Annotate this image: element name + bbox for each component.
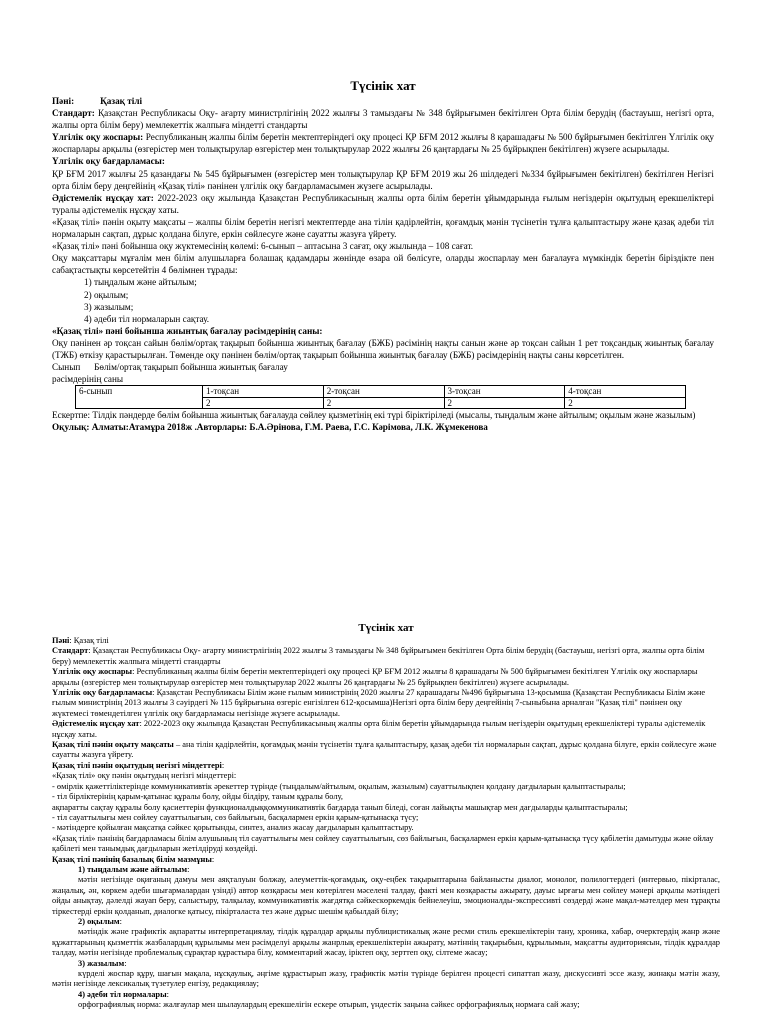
tasks-heading-text: Қазақ тілі пәнін оқытудың негізгі міндеттері (52, 760, 222, 770)
standard-text-2: : Қазақстан Республикасы Оқу- ағарту министрлігінің 2022 жылғы 3 тамыздағы № 348 бұйрығымен бекітілген Орта білім берудің (бастауыш, негізгі орта, жалпы орта білім беру) мемлекеттік жалпыға міндетті стандарты (52, 646, 705, 666)
program-heading-text: Үлгілік оқу бағдарламасы: (52, 156, 165, 167)
task-line: - тіл бірліктерінің қарым-қатынас құралы болу, ойды білдіру, таным құралы болу, (52, 792, 343, 802)
subject-label: Пәні: (52, 96, 75, 106)
quarter-header-2: 2-тоқсан (323, 386, 444, 398)
task-line: - мәтіндерге қойылған мақсатқа сәйкес қорытынды, синтез, анализ жасау дағдыларын қалыптастыру. (52, 823, 414, 833)
list-item: 2) оқылым; (84, 289, 129, 300)
subject-value: Қазақ тілі (100, 96, 143, 106)
task-line: - өмірлік қажеттіліктерінде коммуникативтік әрекеттер түрінде (тыңдалым/айтылым, оқылым, жазылым) сауаттылықпен қолдану дағдыларын қалыптастыралы; (52, 781, 626, 791)
content-item-4-label: 4) әдеби тіл нормалары (78, 989, 167, 999)
tasks-intro: «Қазақ тілі» оқу пәнін оқытудың негізгі міндеттері: (52, 771, 237, 781)
standard-paragraph (52, 107, 714, 131)
task-line: ақпаратты сақтау құралы болу қасиеттерін функционалдыққоммуникативтік бағдарда танып біледі, соған лайықты машықтар мен дағдыларды қалыптастыралы; (52, 802, 628, 812)
tasks-heading (52, 761, 720, 771)
quarter-header-4: 4-тоқсан (565, 386, 686, 398)
program-text-2: : Қазақстан Республикасы Білім және ғылым министрінің 2020 жылғы 27 қарашадағы №496 бұйрығына 13-қосымша (Қазақстан Республикасы Білім және ғылым министрінің 2013 жылғы 3 сәуірдегі № 115 бұйрығына өзгеріс енгізілген 612-қосымша)Негізгі орта білім беру деңгейінің 7-сыныбына арналған "Қазақ тілі" пәнінен оқу жүктемесі төмендетілген үлгілік оқу бағдарламасы негізінде жүзеге асырылады. (52, 688, 706, 718)
note-paragraph: Ескертпе: Тілдік пәндерде бөлім бойынша жиынтық бағалауда сөйлеу қызметінің екі түрі біріктіріледі (мысалы, тыңдалым және айтылым; оқылым және жазылым) (52, 410, 696, 421)
table-caption-1: Сынып Бөлім/ортақ тақырып бойынша жиынтық бағалау (52, 362, 288, 373)
task-line: - тіл сауаттылығы мен сөйлеу сауаттылығын, сөз байлығын, басқалармен еркін қарым-қатынасқа түсу; (52, 812, 419, 822)
assess-paragraph: Оқу пәнінен әр тоқсан сайын бөлім/ортақ тақырып бойынша жиынтық бағалау (БЖБ) рәсімінің нақты санын және әр тоқсан сайын 1 рет тоқсандық жиынтық бағалау (ТЖБ) өткізу қарастырылған. Төменде оқу пәнінен бөлім/ортақ тақырып бойынша жиынтық бағалау (БЖБ) рәсімдерінің нақты саны көрсетілген. (52, 337, 714, 360)
outcome-paragraph: Оқу мақсаттары мұғалім мен білім алушыларға болашақ қадамдары жөнінде өзара ой бөлісуге, оларды жоспарлау мен бағалауға мүмкіндік беретін біріздікте пен сабақтастықты көрсетейтін 4 бөлімнен тұрады: (52, 253, 714, 276)
quarter-value-2: 2 (323, 397, 444, 409)
method-label-2: Әдістемелік нұсқау хат (52, 719, 140, 729)
page-title: Түсінік хат (350, 78, 416, 93)
content-item-1-label: 1) тыңдалым және айтылым (78, 864, 188, 874)
quarter-value-3: 2 (444, 397, 565, 409)
program-paragraph: ҚР БҒМ 2017 жылғы 25 қазандағы № 545 бұйрығымен (өзгерістер мен толықтырулар ҚР БҒМ 2019 жы 26 шілдедегі №334 бұйрығымен бекітілген) бекітілген Негізгі орта білім беру деңгейінің «Қазақ тілі» пәнінен үлгілік оқу бағдарламасымен жүзеге асырылады. (52, 168, 714, 191)
textbook-line (52, 421, 714, 433)
explanatory-note-2 (52, 621, 720, 1011)
plan-paragraph (52, 131, 714, 155)
goal-paragraph-2 (52, 740, 720, 761)
content-item-1-colon: : (187, 864, 190, 874)
explanatory-note-1 (52, 78, 714, 433)
method-paragraph-2 (52, 719, 720, 740)
standard-label: Стандарт: (52, 108, 95, 119)
method-text-2: : 2022-2023 оқу жылында Қазақстан Республикасының жалпы орта білім беретін ұйымдарында ғылым негіздерін оқытудың ерекшеліктері туралы әдістемелік нұсқау хаты. (52, 719, 706, 739)
content-item-2-label: 2) оқылым (78, 916, 120, 926)
textbook-text: Оқулық: Алматы:Атамұра 2018ж .Авторлары: Б.А.Әрінова, Г.М. Раева, Г.С. Кәрімова, Л.К. Жұмекенова (52, 422, 488, 433)
quarter-header-1: 1-тоқсан (203, 386, 324, 398)
goal-paragraph: «Қазақ тілі» пәнін оқыту мақсаты – жалпы білім беретін негізгі мектептерде ана тілін қадірлейтін, қоғамдық мәнін түсінетін тұлға қалыптастыру және қазақ әдеби тіл нормаларын сақтап, дұрыс қолдана білуге, еркін сөйлесуге және сауатты жазуға үйрету. (52, 216, 714, 240)
subject-label-2: Пәні (52, 636, 70, 645)
quarter-value-4: 2 (565, 397, 686, 409)
content-item-3-colon: : (124, 958, 127, 968)
subject-line-2 (52, 636, 720, 646)
grade-cell: 6-сынып (76, 386, 203, 409)
assessment-table (75, 385, 686, 409)
quarter-header-3: 3-тоқсан (444, 386, 565, 398)
plan-paragraph-2 (52, 667, 720, 688)
standard-label-2: Стандарт (52, 646, 89, 656)
content-item-label (52, 959, 720, 969)
sections-list (52, 276, 714, 324)
assess-heading (52, 325, 714, 337)
task-line: «Қазақ тілі» пәнінің бағдарламасы білім алушының тіл сауаттылығы мен сөйлеу сауаттылығын, сөз байлығын, басқалармен еркін қарым-қатынасқа түсу қабілетін дамытуды және ойлау қабілеті мен танымдық дағдыларын жетілдіруді көздейді. (52, 833, 714, 854)
standard-text: Қазақстан Республикасы Оқу- ағарту министрлігінің 2022 жылғы 3 тамыздағы № 348 бұйрығымен бекітілген Орта білім берудің (бастауыш, негізгі орта, жалпы орта білім беру) мемлекеттік жалпыға міндетті стандарты (52, 108, 714, 131)
plan-text: Республиканың жалпы білім беретін мектептеріндегі оқу процесі ҚР БҒМ 2012 жылғы 8 қарашадағы № 500 бұйрығымен бекітілген Үлгілік оқу жоспарлары арқылы (өзгерістер мен толықтырулар өзгерістер мен толықтырулар 2022 жылғы 26 қаңтардағы № 25 бұйрықпен бекітілген) жүзеге асырылады. (52, 132, 714, 155)
list-item: 4) әдеби тіл нормаларын сақтау. (84, 313, 210, 324)
table-caption-2: рәсімдерінің саны (52, 374, 124, 385)
goal-text-2: – ана тілін қадірлейтін, қоғамдық мәнін түсінетін тұлға қалыптастыру, қазақ әдеби тіл нормаларын сақтап, дұрыс қолдана білуге, еркін сөйлесуге және сауатты жазуға үйрету. (52, 740, 717, 760)
goal-label-2: Қазақ тілі пәнін оқыту мақсаты (52, 740, 174, 750)
program-label-2: Үлгілік оқу бағдарламасы (52, 688, 153, 698)
quarter-value-1: 2 (203, 397, 324, 409)
load-paragraph: «Қазақ тілі» пәні бойынша оқу жүктемесінің көлемі: 6-сынып – аптасына 3 сағат, оқу жылында – 108 сағат. (52, 241, 474, 252)
content-item-label (52, 990, 720, 1000)
standard-paragraph-2 (52, 646, 720, 667)
content-item-3-text: күрделі жоспар құру, шағын мақала, нұсқаулық, әңгіме құрастырып жазу, графиктік мәтін түрінде берілген процесті сипаттап жазу, дискуссивті эссе жазу, жинақы мәтін жазу, мәтін негізінде лексикалық түзетулер енгізу, редакциялау; (52, 969, 720, 989)
content-item-2-text: мәтіндік және графиктік ақпаратты интерпретациялау, тілдік құралдар арқылы публицистикалық және ресми стиль ерекшеліктерін тану, хроника, хабар, очерктердің жанр және құжаттарының қызметтік жазбалардың құрылымы мен рәсімделуі арқылы жанрлық ерекшеліктерін ажырату, мәтіннің тақырыбын, құрылымын, мақсатты аудиториясын, тілдік құралдар талдау, мәтін негізінде проблемалық сұрақтар құрастыра білу, комментарий жасау, іріктеп оқу, зерттеп оқу, сілтеме жасау; (52, 927, 720, 958)
list-item: 1) тыңдалым және айтылым; (84, 277, 197, 288)
method-label: Әдістемелік нұсқау хат: (52, 192, 154, 203)
content-item-4-text: орфографиялық норма: жалғаулар мен шылаулардың ерекшелігін ескере отырып, үндестік заңына сәйкес орфографиялық нормаға сай жазу; (78, 1000, 580, 1010)
program-heading (52, 155, 714, 167)
content-item-label (52, 917, 720, 927)
subject-value-2: : Қазақ тілі (69, 636, 109, 645)
subject-line (52, 95, 714, 107)
content-item-label (52, 865, 720, 875)
program-paragraph-2 (52, 688, 720, 719)
plan-label-2: Үлгілік оқу жоспары (52, 667, 133, 677)
content-heading (52, 855, 720, 865)
method-text: 2022-2023 оқу жылында Қазақстан Республикасының жалпы орта білім беретін ұйымдарында ғылым негіздерін оқытудың ерекшеліктері туралы әдістемелік нұсқау хаты. (52, 192, 715, 215)
content-heading-colon: : (211, 854, 215, 864)
tasks-heading-colon: : (221, 760, 225, 770)
content-item-2-colon: : (119, 916, 122, 926)
plan-text-2: : Республиканың жалпы білім беретін мектептеріндегі оқу процесі ҚР БҒМ 2012 жылғы 8 қарашадағы № 500 бұйрығымен бекітілген Үлгілік оқу жоспарлары арқылы (өзгерістер мен толықтырулар өзгерістер мен толықтырулар 2022 жылғы 26 қаңтардағы № 25 бұйрықпен бекітілген) жүзеге асырылады. (52, 667, 698, 687)
table-row (76, 386, 686, 398)
content-item-3-label: 3) жазылым (78, 958, 125, 968)
content-item-1-text: мәтін негізінде оқиғаның дамуы мен аяқталуын болжау, әлеуметтік-қоғамдық, оқу-еңбек тақырыптарына байланысты диалог, монолог, полилогтердегі (интервью, пікірталас, жаңалық, ән, көркем әдеби шығармалардан үзінді) автор көзқарасы мен көтерілген мәселені талдау, факті мен көзқарасты ажырату, дауыс ырғағы мен сөйлеу мәнері арқылы мәтіндегі ойды анықтау, дәлелді жауап беру, салыстыру, талқылау, коммуникативтік жағдятқа сәйкескөркемдік бейнелеуіш, эмоционалды-экспрессивті сөздерді және мақал-мәтелдер мен тұрақты тіркестерді еркін қолданып, диалогке қатысу, пікірталаста тез және дұрыс шешім қабылдай білу; (52, 875, 720, 916)
method-paragraph (52, 192, 714, 216)
list-item: 3) жазылым; (84, 301, 134, 312)
assess-heading-text: «Қазақ тілі» пәні бойынша жиынтық бағалау рәсімдерінің саны: (52, 325, 323, 336)
plan-label: Үлгілік оқу жоспары: (52, 132, 144, 143)
content-item-4-colon: : (166, 989, 169, 999)
content-heading-text: Қазақ тілі пәнінің базалық білім мазмұны (52, 854, 212, 864)
page-title-2: Түсінік хат (358, 622, 414, 634)
